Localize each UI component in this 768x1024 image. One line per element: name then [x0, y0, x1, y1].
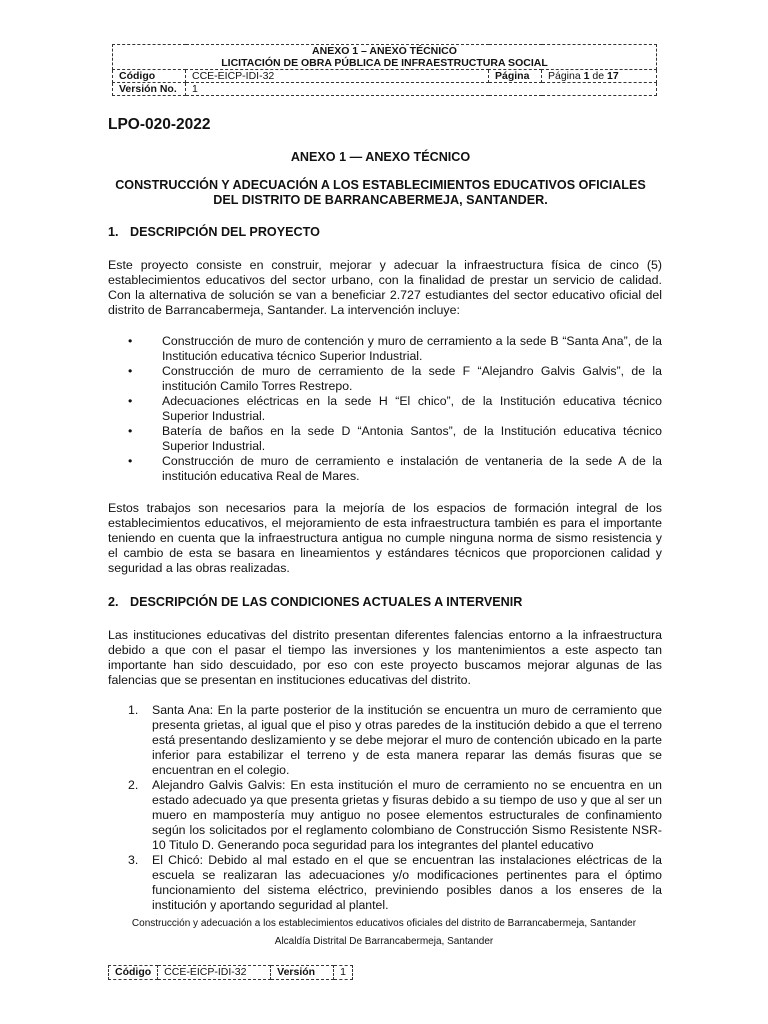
header-version-label: Versión No.	[113, 83, 186, 96]
header-pagina-mid: de	[589, 70, 607, 82]
header-codigo-label: Código	[113, 70, 186, 83]
list-item: • Construcción de muro de contención y muro de cerramiento a la sede B “Santa Ana”, de la Institución educativa técnico Superior Industrial.	[128, 334, 662, 363]
footer-table	[108, 965, 353, 980]
list-item: 1. Santa Ana: En la parte posterior de la institución se encuentra un muro de cerramiento que presenta grietas, al igual que el piso y otras paredes de la institución debido a que el terreno está presentando deslizamiento y se debe mejorar el muro de contención ubicado en la parte inferior para estabilizar el terreno y de esta manera reparar las demás fisuras que se encuentran en el colegio.	[128, 703, 662, 777]
bullet-icon: •	[128, 394, 133, 408]
list-item: 2. Alejandro Galvis Galvis: En esta institución el muro de cerramiento no se encuentra en un estado adecuado ya que presenta grietas y fisuras debido a su tiempo de uso y que al ser un muero en mampostería muy antiguo no posee elementos estructurales de confinamiento según los solicitados por el reglamento colombiano de Construcción Sismo Resistente NSR-10 Titulo D. Generando poca seguridad para los integrantes del plantel educativo	[128, 778, 662, 852]
header-pagina-pre: Página	[548, 70, 584, 82]
section1-number: 1.	[108, 225, 119, 239]
header-title-line2: LICITACIÓN DE OBRA PÚBLICA DE INFRAESTRUCTURA SOCIAL	[221, 57, 548, 69]
list-item: • Batería de baños en la sede D “Antonia Santos”, de la Institución educativa técnico Superior Industrial.	[128, 424, 662, 453]
header-title-line1: ANEXO 1 – ANEXO TÉCNICO	[312, 45, 457, 57]
bullet-icon: •	[128, 364, 133, 378]
footer-entity-line: Alcaldía Distrital De Barrancabermeja, Santander	[274, 936, 494, 947]
item-number: 2.	[128, 778, 139, 792]
section2-title: DESCRIPCIÓN DE LAS CONDICIONES ACTUALES A INTERVENIR	[130, 595, 523, 609]
footer-version-value: 1	[334, 966, 353, 980]
bullet-icon: •	[128, 334, 133, 348]
section1-title: DESCRIPCIÓN DEL PROYECTO	[130, 225, 320, 239]
annex-title: ANEXO 1 — ANEXO TÉCNICO	[290, 150, 471, 164]
section2-intro: Las instituciones educativas del distrito presentan diferentes falencias entorno a la infraestructura debido a que con el pasar el tiempo las inversiones y los mantenimientos a este aspecto tan importante han sido descuidado, por eso con este proyecto buscamos mejorar algunas de las falencias que se presentan en instituciones educativas del distrito.	[108, 628, 662, 687]
header-pagina-label: Página	[489, 70, 542, 83]
item-number: 3.	[128, 853, 139, 867]
footer-codigo-label: Código	[109, 966, 158, 980]
list-item: • Adecuaciones eléctricas en la sede H “El chico”, de la Institución educativa técnico Superior Industrial.	[128, 394, 662, 423]
document-header-table	[112, 44, 657, 96]
project-title-line2: DEL DISTRITO DE BARRANCABERMEJA, SANTANDER.	[213, 193, 548, 207]
footer-codigo-value: CCE-EICP-IDI-32	[158, 966, 271, 980]
section2-heading	[108, 595, 522, 609]
section2-numbered-list	[108, 703, 662, 913]
footer-version-label: Versión	[271, 966, 334, 980]
header-page-number: 1	[583, 70, 590, 82]
list-item: • Construcción de muro de cerramiento e instalación de ventaneria de la sede A de la institución educativa Real de Mares.	[128, 454, 662, 483]
footer-project-line: Construcción y adecuación a los establecimientos educativos oficiales del distrito de Barrancabermeja, Santander	[131, 918, 637, 929]
section1-closing: Estos trabajos son necesarios para la mejoría de los espacios de formación integral de los establecimientos educativos, el mejoramiento de esta infraestructura también es para el importante teniendo en cuenta que la infraestructura antigua no cumple ninguna norma de sismo resistencia y el cambio de esta se basara en lineamientos y estándares técnicos que proporcionen calidad y seguridad a las obras realizadas.	[108, 501, 662, 575]
project-title	[108, 178, 653, 208]
section2-number: 2.	[108, 595, 119, 609]
list-item: 3. El Chicó: Debido al mal estado en el que se encuentran las instalaciones eléctricas de la escuela se realizaran las adecuaciones y/o modificaciones pertinentes para el óptimo funcionamiento del sistema eléctrico, previniendo posibles danos a los enseres de la institución y aportando seguridad al plantel.	[128, 853, 662, 912]
header-version-value: 1	[186, 83, 657, 96]
header-codigo-value: CCE-EICP-IDI-32	[186, 70, 489, 83]
bullet-icon: •	[128, 424, 133, 438]
document-id: LPO-020-2022	[108, 116, 211, 133]
item-number: 1.	[128, 703, 139, 717]
section1-bullet-list	[108, 334, 662, 484]
list-item: • Construcción de muro de cerramiento de la sede F “Alejandro Galvis Galvis”, de la institución Camilo Torres Restrepo.	[128, 364, 662, 393]
header-title-cell	[113, 45, 657, 70]
bullet-icon: •	[128, 454, 133, 468]
section1-intro: Este proyecto consiste en construir, mejorar y adecuar la infraestructura física de cinco (5) establecimientos educativos del sector urbano, con la finalidad de prestar un servicio de calidad. Con la alternativa de solución se van a beneficiar 2.727 estudiantes del sector educativo oficial del distrito de Barrancabermeja, Santander. La intervención incluye:	[108, 258, 662, 317]
section1-heading	[108, 225, 320, 239]
header-pagina-value	[542, 70, 657, 83]
project-title-line1: CONSTRUCCIÓN Y ADECUACIÓN A LOS ESTABLECIMIENTOS EDUCATIVOS OFICIALES	[115, 178, 646, 192]
header-page-total: 17	[606, 70, 619, 82]
